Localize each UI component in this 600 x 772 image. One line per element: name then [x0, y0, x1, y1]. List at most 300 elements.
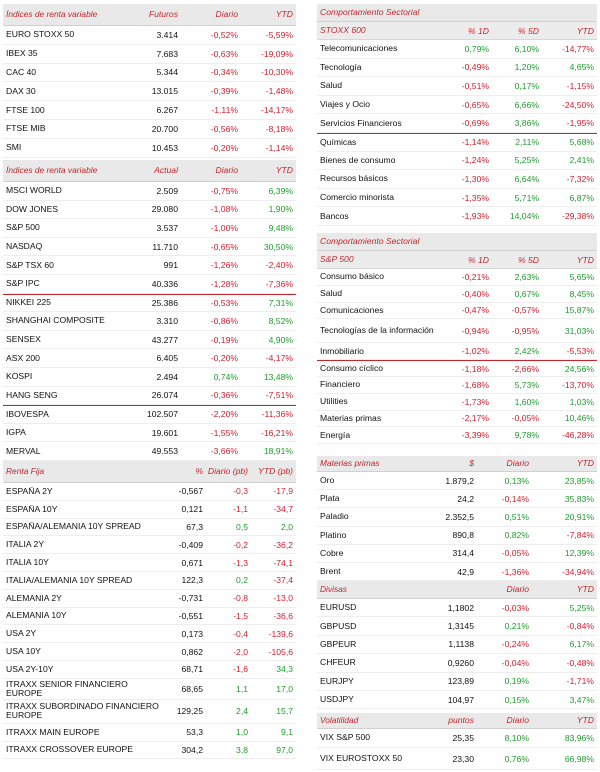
row-label: Bancos: [320, 211, 349, 221]
column-header: YTD: [275, 8, 293, 19]
row-ytd-change: -5,59%: [265, 29, 293, 40]
row-ytd-change: -29,38%: [561, 211, 594, 222]
row-value: -0,551: [178, 610, 203, 621]
row-daily-change: -2,0: [233, 646, 248, 657]
row-ytd-change: -10,30%: [260, 67, 293, 78]
row-value: 6.267: [156, 105, 178, 116]
table-header: [3, 461, 296, 483]
row-1d-change: -0,94%: [461, 325, 489, 336]
row-label: EURO STOXX 50: [6, 30, 75, 40]
table-row: [317, 40, 597, 59]
row-value: 314,4: [452, 548, 474, 559]
row-label: Platino: [320, 530, 347, 540]
table-row: [317, 77, 597, 96]
row-value: -0,409: [178, 539, 203, 550]
row-value: 20.700: [151, 123, 178, 134]
row-ytd-change: -14,77%: [561, 43, 594, 54]
table-row: [317, 286, 597, 303]
table-row: [3, 101, 296, 120]
table-row: [3, 536, 296, 554]
row-label: Brent: [320, 567, 341, 577]
column-header: YTD: [275, 164, 293, 175]
row-daily-change: -2,20%: [210, 409, 238, 420]
column-header: % 1D: [467, 254, 489, 265]
row-value: 13.015: [151, 86, 178, 97]
row-label: Oro: [320, 476, 335, 486]
table-row: [3, 182, 296, 201]
row-ytd-change: -36,2: [273, 539, 293, 550]
row-value: 123,89: [447, 676, 474, 687]
row-label: IBEX 35: [6, 49, 38, 59]
row-5d-change: 14,04%: [509, 211, 539, 222]
row-label: ITRAXX SUBORDINADO FINANCIERO EUROPE: [6, 702, 159, 721]
row-ytd-change: -36,6: [273, 610, 293, 621]
row-daily-change: 3,8: [236, 744, 248, 755]
row-value: 23,30: [452, 753, 474, 764]
row-label: Inmobiliario: [320, 346, 364, 356]
row-ytd-change: 83,96%: [564, 733, 594, 743]
row-value: -0,731: [178, 593, 203, 604]
row-5d-change: 2,11%: [515, 137, 539, 148]
table-row: [317, 599, 597, 617]
table-row: [3, 625, 296, 643]
table-row: [317, 114, 597, 133]
row-value: 25.386: [151, 297, 178, 308]
column-header: % 1D: [467, 25, 489, 36]
table-row: [3, 501, 296, 519]
row-value: 2.494: [156, 371, 178, 382]
column-header: YTD: [576, 714, 594, 725]
table-row: [317, 411, 597, 428]
row-daily-change: -0,04%: [501, 657, 529, 668]
table-row: [3, 590, 296, 608]
row-value: 890,8: [452, 530, 474, 541]
row-daily-change: -0,53%: [210, 297, 238, 308]
row-5d-change: 1,60%: [514, 396, 539, 407]
table-title: Divisas: [320, 584, 347, 594]
row-ytd-change: 66,98%: [564, 753, 594, 764]
row-label: S&P IPC: [6, 279, 40, 289]
row-daily-change: -0,75%: [210, 185, 238, 196]
row-value: 11.710: [152, 241, 178, 252]
row-value: 0,173: [181, 628, 203, 639]
row-value: 991: [163, 260, 178, 271]
table-row: [317, 673, 597, 691]
table-row: [3, 679, 296, 700]
column-header: Diario: [506, 583, 529, 594]
row-ytd-change: 15,87%: [564, 305, 594, 316]
row-daily-change: -0,34%: [210, 67, 238, 78]
table-row: [317, 170, 597, 189]
table-row: [3, 405, 296, 424]
row-daily-change: 1,0: [236, 727, 248, 738]
table-row: [317, 343, 597, 360]
row-ytd-change: 6,87%: [569, 192, 594, 203]
row-ytd-change: -105,6: [268, 646, 293, 657]
row-5d-change: 2,42%: [514, 346, 539, 357]
row-5d-change: -2,66%: [511, 363, 539, 374]
row-ytd-change: 6,39%: [268, 185, 293, 196]
row-ytd-change: -16,21%: [260, 427, 293, 438]
row-daily-change: -0,24%: [501, 639, 529, 650]
row-value: 0,862: [181, 646, 203, 657]
row-ytd-change: -11,36%: [261, 409, 293, 420]
row-daily-change: -0,8: [233, 593, 248, 604]
row-label: IBOVESPA: [6, 409, 49, 419]
row-1d-change: -1,73%: [461, 396, 489, 407]
row-daily-change: 0,15%: [504, 694, 529, 705]
row-value: 68,71: [181, 664, 203, 675]
stoxx600-sector-table: [317, 4, 597, 226]
row-ytd-change: -1,71%: [566, 676, 594, 687]
column-header: Actual: [154, 164, 178, 175]
row-daily-change: -0,05%: [501, 548, 529, 559]
row-1d-change: -1,93%: [461, 211, 489, 222]
row-label: DAX 30: [6, 86, 36, 96]
row-value: 29.080: [151, 204, 178, 215]
row-ytd-change: -1,14%: [265, 142, 293, 153]
world-indices-table: [3, 160, 296, 461]
row-value: 6.405: [156, 353, 178, 364]
row-label: Plata: [320, 494, 340, 504]
row-label: IGPA: [6, 428, 26, 437]
row-5d-change: 5,73%: [514, 379, 539, 390]
row-label: GBPEUR: [320, 639, 357, 649]
row-ytd-change: 12,39%: [564, 548, 594, 559]
row-label: ALEMANIA 2Y: [6, 593, 62, 603]
row-1d-change: -0,65%: [461, 99, 489, 110]
table-row: [3, 201, 296, 220]
row-ytd-change: 5,68%: [569, 137, 594, 148]
row-daily-change: -3,66%: [210, 446, 238, 457]
row-label: ESPAÑA 2Y: [6, 486, 53, 496]
row-ytd-change: -13,0: [273, 593, 293, 604]
row-label: Comunicaciones: [320, 305, 384, 315]
row-ytd-change: 4,65%: [569, 62, 594, 73]
row-1d-change: -0,69%: [461, 118, 489, 129]
row-daily-change: 0,5: [236, 521, 248, 532]
column-header: YTD: [576, 254, 594, 265]
column-header: puntos: [448, 714, 474, 725]
row-ytd-change: 24,56%: [564, 363, 594, 374]
row-ytd-change: 18,91%: [263, 446, 293, 457]
table-row: [317, 472, 597, 490]
table-title: Volatilidad: [320, 715, 359, 725]
row-1d-change: -1,24%: [461, 155, 489, 166]
table-row: [317, 654, 597, 672]
row-ytd-change: 35,83%: [564, 493, 594, 504]
row-daily-change: 0,82%: [504, 530, 529, 541]
row-5d-change: 9,78%: [514, 430, 539, 441]
row-value: 122,3: [181, 575, 203, 586]
table-row: [3, 275, 296, 294]
fixed-income-table: [3, 461, 296, 759]
row-ytd-change: 6,17%: [569, 639, 594, 650]
row-ytd-change: -7,51%: [265, 390, 293, 401]
table-row: [317, 152, 597, 171]
row-ytd-change: -17,9: [273, 486, 293, 497]
row-value: 2.509: [156, 185, 178, 196]
row-5d-change: -0,05%: [511, 413, 539, 424]
table-row: [3, 331, 296, 350]
row-value: 129,25: [176, 706, 203, 717]
row-ytd-change: -0,84%: [566, 621, 594, 632]
column-header: Diario: [506, 457, 529, 468]
table-row: [3, 483, 296, 501]
row-daily-change: -1,5: [233, 610, 248, 621]
table-row: [317, 545, 597, 563]
row-ytd-change: -14,17%: [260, 105, 293, 116]
table-row: [3, 424, 296, 443]
table-row: [317, 133, 597, 152]
row-daily-change: 0,13%: [504, 475, 529, 486]
table-row: [317, 303, 597, 320]
row-ytd-change: -7,36%: [265, 278, 293, 289]
table-title: Comportamiento Sectorial: [320, 7, 420, 17]
table-row: [3, 256, 296, 275]
table-row: [3, 219, 296, 238]
row-ytd-change: -5,53%: [566, 346, 594, 357]
table-row: [3, 572, 296, 590]
row-1d-change: -0,47%: [461, 305, 489, 316]
table-title: Índices de renta variable: [6, 9, 98, 19]
row-label: Tecnologías de la información: [320, 326, 434, 336]
row-label: ASX 200: [6, 353, 40, 363]
row-value: 104,97: [447, 694, 474, 705]
row-value: 0,9260: [447, 657, 474, 668]
row-ytd-change: -2,40%: [265, 260, 293, 271]
row-label: Bienes de consumo: [320, 155, 396, 165]
row-ytd-change: -7,32%: [566, 173, 594, 184]
table-row: [3, 368, 296, 387]
row-value: 1,3145: [447, 621, 474, 632]
row-daily-change: 0,21%: [504, 621, 529, 632]
table-title: Índices de renta variable: [6, 165, 98, 175]
row-ytd-change: -139,6: [268, 628, 293, 639]
table-row: [317, 189, 597, 208]
row-value: 25,35: [452, 733, 474, 743]
row-5d-change: 6,64%: [514, 173, 539, 184]
row-value: 68,65: [181, 683, 203, 694]
commodities-table: [317, 456, 597, 581]
row-5d-change: -0,95%: [511, 325, 539, 336]
row-label: ITRAXX CROSSOVER EUROPE: [6, 745, 134, 755]
row-value: 1.879,2: [445, 475, 474, 486]
row-label: VIX S&P 500: [320, 733, 371, 743]
row-daily-change: -1,3: [233, 557, 248, 568]
row-label: VIX EUROSTOXX 50: [320, 753, 402, 763]
row-1d-change: -0,40%: [461, 288, 489, 299]
table-row: [3, 26, 296, 45]
table-row: [3, 442, 296, 461]
table-row: [317, 508, 597, 526]
row-daily-change: -0,3: [233, 486, 248, 497]
row-ytd-change: 7,31%: [268, 297, 293, 308]
row-1d-change: -1,68%: [461, 379, 489, 390]
row-daily-change: 0,51%: [504, 511, 529, 522]
row-ytd-change: 31,03%: [564, 325, 594, 336]
row-value: 3.414: [156, 29, 178, 40]
row-daily-change: -1,55%: [210, 427, 238, 438]
table-row: [317, 527, 597, 545]
column-header: YTD: [576, 583, 594, 594]
table-row: [317, 563, 597, 581]
table-row: [3, 700, 296, 724]
row-ytd-change: 17,0: [276, 683, 293, 694]
row-ytd-change: 20,91%: [564, 511, 594, 522]
row-daily-change: -0,14%: [501, 493, 529, 504]
row-value: 53,3: [186, 727, 203, 738]
row-label: SMI: [6, 143, 22, 153]
row-daily-change: -1,11%: [211, 105, 238, 116]
row-daily-change: -1,36%: [501, 566, 529, 577]
row-label: Cobre: [320, 548, 344, 558]
row-label: ITRAXX MAIN EUROPE: [6, 727, 100, 737]
table-row: [317, 96, 597, 115]
row-daily-change: -0,03%: [501, 602, 529, 613]
row-1d-change: -2,17%: [461, 413, 489, 424]
row-label: Paladio: [320, 512, 349, 522]
row-1d-change: 0,79%: [464, 43, 489, 54]
row-1d-change: -0,51%: [461, 80, 489, 91]
row-daily-change: -0,4: [233, 628, 248, 639]
row-label: SHANGHAI COMPOSITE: [6, 316, 105, 326]
row-label: ITRAXX SENIOR FINANCIERO EUROPE: [6, 679, 128, 698]
row-daily-change: 0,19%: [504, 676, 529, 687]
row-label: EURUSD: [320, 603, 357, 613]
row-ytd-change: -0,48%: [566, 657, 594, 668]
row-value: 0,121: [181, 504, 203, 515]
table-row: [317, 269, 597, 286]
column-header: Futuros: [148, 8, 178, 19]
table-title: Comportamiento Sectorial: [320, 236, 420, 246]
table-row: [3, 238, 296, 257]
row-ytd-change: 5,65%: [569, 271, 594, 282]
row-5d-change: 2,63%: [514, 271, 539, 282]
table-row: [3, 45, 296, 64]
volatility-table: [317, 713, 597, 770]
row-label: Servicios Financieros: [320, 118, 402, 128]
table-subheader: [317, 251, 597, 269]
row-daily-change: -0,65%: [210, 241, 238, 252]
row-ytd-change: 2,41%: [569, 155, 594, 166]
table-row: [3, 64, 296, 83]
column-header: Diario: [506, 714, 529, 725]
row-daily-change: -0,2: [233, 539, 248, 550]
row-ytd-change: -34,7: [273, 504, 293, 515]
europe-indices-table: [3, 4, 296, 158]
row-ytd-change: -1,95%: [566, 118, 594, 129]
row-label: EURJPY: [320, 676, 354, 686]
row-5d-change: 0,67%: [514, 288, 539, 299]
row-ytd-change: 97,0: [276, 744, 293, 755]
row-ytd-change: 23,85%: [564, 475, 594, 486]
row-label: NIKKEI 225: [6, 298, 51, 308]
row-value: 40.336: [151, 278, 178, 289]
row-1d-change: -0,21%: [461, 271, 489, 282]
row-label: Químicas: [320, 137, 357, 147]
row-value: 1,1802: [447, 602, 474, 613]
row-value: 3.537: [156, 222, 178, 233]
row-ytd-change: -8,18%: [265, 123, 293, 134]
table-header: [3, 160, 296, 182]
row-ytd-change: 8,45%: [569, 288, 594, 299]
row-ytd-change: 2,0: [281, 521, 293, 532]
column-header: % 5D: [517, 254, 539, 265]
row-label: DOW JONES: [6, 204, 59, 214]
row-1d-change: -1,02%: [461, 346, 489, 357]
row-1d-change: -1,30%: [461, 173, 489, 184]
row-label: FTSE 100: [6, 105, 45, 115]
row-label: USA 2Y: [6, 629, 37, 639]
table-row: [3, 554, 296, 572]
column-header: Diario: [215, 164, 238, 175]
row-label: NASDAQ: [6, 242, 43, 252]
row-ytd-change: 9,48%: [268, 222, 293, 233]
row-label: ESPAÑA/ALEMANIA 10Y SPREAD: [6, 522, 141, 532]
table-header: [3, 4, 296, 26]
row-daily-change: -0,56%: [210, 123, 238, 134]
row-label: Comercio minorista: [320, 193, 395, 203]
table-row: [3, 608, 296, 626]
row-label: USA 2Y-10Y: [6, 664, 54, 674]
row-label: KOSPI: [6, 372, 33, 382]
row-ytd-change: -46,28%: [561, 430, 594, 441]
sp500-sector-table: [317, 233, 597, 444]
row-ytd-change: 1,90%: [268, 204, 293, 215]
currencies-table: [317, 581, 597, 709]
row-5d-change: 3,86%: [514, 118, 539, 129]
table-header: [317, 233, 597, 251]
row-ytd-change: 13,48%: [263, 371, 293, 382]
row-daily-change: -0,39%: [210, 86, 238, 97]
row-daily-change: -0,86%: [210, 315, 238, 326]
row-label: Viajes y Ocio: [320, 100, 370, 110]
row-value: 2.352,5: [445, 511, 474, 522]
row-label: FTSE MIB: [6, 124, 46, 134]
row-value: 26.074: [151, 390, 178, 401]
row-label: Telecomunicaciones: [320, 44, 398, 54]
row-ytd-change: 3,47%: [569, 694, 594, 705]
row-daily-change: 1,1: [236, 683, 248, 694]
table-row: [317, 427, 597, 444]
row-1d-change: -1,18%: [461, 363, 489, 374]
table-row: [3, 139, 296, 158]
row-ytd-change: -24,50%: [561, 99, 594, 110]
row-value: 67,3: [186, 521, 203, 532]
row-ytd-change: -19,09%: [260, 48, 293, 59]
row-daily-change: -1,28%: [210, 278, 238, 289]
table-row: [317, 691, 597, 709]
subheader-title: S&P 500: [320, 254, 354, 264]
row-ytd-change: 10,46%: [564, 413, 594, 424]
row-label: MERVAL: [6, 446, 41, 456]
column-header: Diario (pb): [207, 465, 248, 476]
table-row: [317, 490, 597, 508]
table-row: [317, 729, 597, 748]
column-header: YTD: [576, 25, 594, 36]
row-daily-change: -0,20%: [210, 353, 238, 364]
row-value: 7.683: [156, 48, 178, 59]
row-value: 24,2: [457, 493, 474, 504]
row-value: 102.507: [146, 409, 178, 420]
row-label: Consumo básico: [320, 272, 385, 282]
table-subheader: [317, 22, 597, 40]
row-daily-change: 0,76%: [504, 753, 529, 764]
row-label: Tecnología: [320, 62, 362, 72]
row-label: Salud: [320, 81, 342, 91]
table-row: [317, 207, 597, 226]
